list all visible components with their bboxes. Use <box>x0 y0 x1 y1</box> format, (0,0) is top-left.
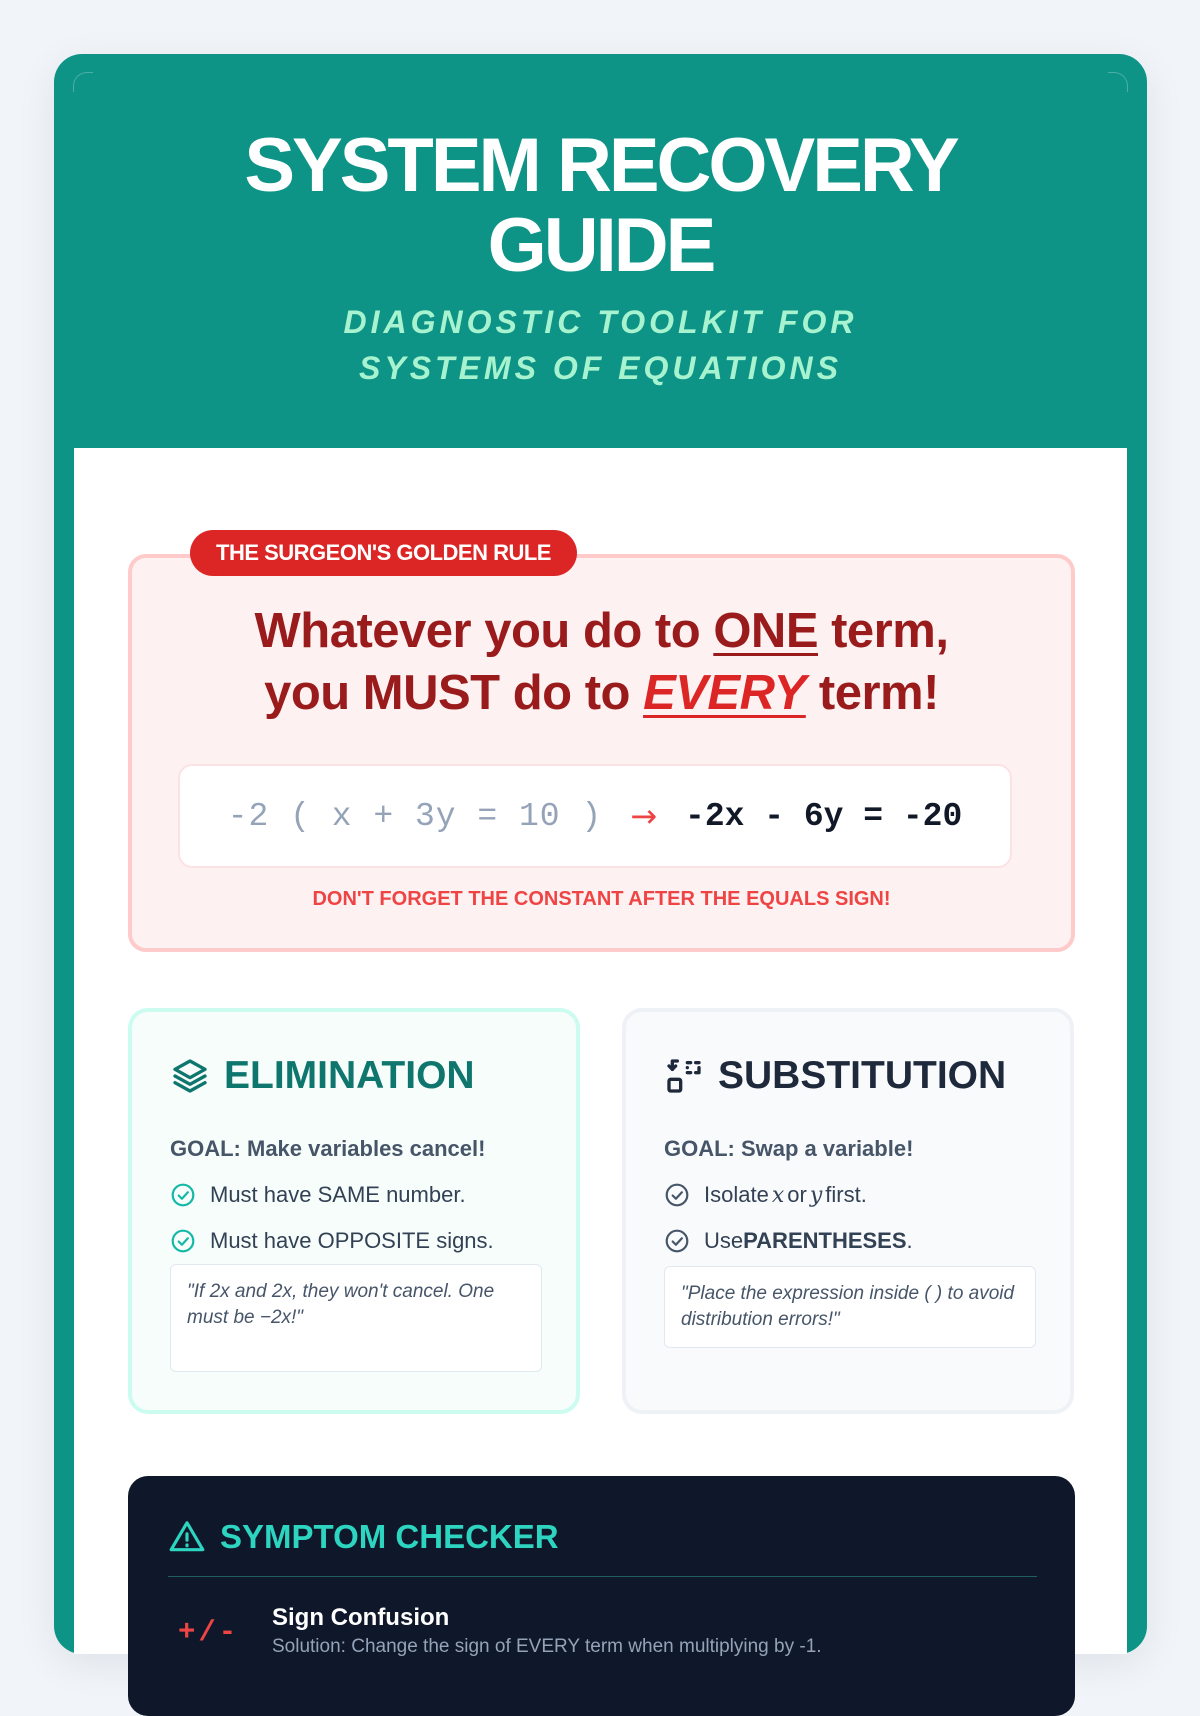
guide-header <box>54 54 1147 448</box>
substitution-header <box>664 1054 1006 1098</box>
item-emphasis: PARENTHESES <box>743 1228 907 1253</box>
elimination-item <box>170 1228 494 1254</box>
check-circle-icon <box>664 1182 690 1208</box>
page-subtitle: DIAGNOSTIC TOOLKIT FOR SYSTEMS OF EQUATIONS <box>343 304 858 386</box>
symptom-checker-title: SYMPTOM CHECKER <box>220 1518 559 1555</box>
golden-rule-box <box>128 540 1075 952</box>
arrow-right-icon: → <box>630 797 658 835</box>
elimination-header <box>170 1054 475 1098</box>
substitution-card <box>622 1008 1074 1414</box>
symptom-checker-header <box>168 1518 559 1556</box>
elimination-item <box>170 1182 466 1208</box>
symptom-solution: Solution: Change the sign of EVERY term when multiplying by -1. <box>272 1636 822 1657</box>
item-text: or <box>787 1182 807 1207</box>
rule-emphasis-every: EVERY <box>643 666 806 720</box>
elimination-quote: "If 2x and 2x, they won't cancel. One must be −2x!" <box>170 1264 542 1372</box>
equation-example <box>178 764 1012 868</box>
page-title: SYSTEM RECOVERY GUIDE <box>244 123 957 288</box>
substitution-quote: "Place the expression inside ( ) to avoid distribution errors!" <box>664 1266 1036 1348</box>
math-var-y: y <box>809 1183 823 1208</box>
rule-line1-end: term, <box>818 604 949 658</box>
rule-line2-start: you MUST do to <box>264 666 644 720</box>
guide-card <box>54 54 1147 1657</box>
symptom-checker-panel <box>128 1476 1075 1716</box>
item-text: . <box>906 1228 913 1253</box>
warning-icon <box>168 1518 206 1556</box>
golden-rule-text <box>132 600 1071 724</box>
layers-icon <box>170 1056 210 1096</box>
item-text: Use <box>704 1228 744 1253</box>
check-circle-icon <box>664 1228 690 1254</box>
equation-result: -2x - 6y = -20 <box>685 797 963 835</box>
constant-warning: DON'T FORGET THE CONSTANT AFTER THE EQUALS SIGN! <box>312 888 891 910</box>
elimination-item-text: Must have SAME number. <box>210 1182 466 1207</box>
math-var-x: x <box>771 1183 785 1208</box>
symptom-title: Sign Confusion <box>272 1604 450 1631</box>
symptom-symbol: +/- <box>178 1616 240 1649</box>
rule-line1-start: Whatever you do to <box>254 604 714 658</box>
substitution-item <box>664 1182 867 1208</box>
swap-icon <box>664 1056 704 1096</box>
rule-line2-end: term! <box>805 666 939 720</box>
check-circle-icon <box>170 1182 196 1208</box>
substitution-item-text <box>704 1228 913 1254</box>
elimination-item-text: Must have OPPOSITE signs. <box>210 1228 494 1253</box>
equation-original: -2 ( x + 3y = 10 ) <box>227 797 603 835</box>
item-text: first. <box>825 1182 867 1207</box>
substitution-item-text <box>704 1182 867 1208</box>
substitution-goal: GOAL: Swap a variable! <box>664 1136 914 1161</box>
golden-rule-tag: THE SURGEON'S GOLDEN RULE <box>190 530 577 576</box>
rule-emphasis-one: ONE <box>713 604 818 658</box>
content-panel <box>74 448 1127 1657</box>
divider <box>168 1576 1037 1577</box>
elimination-card <box>128 1008 580 1414</box>
check-circle-icon <box>170 1228 196 1254</box>
item-text: Isolate <box>704 1182 769 1207</box>
substitution-item <box>664 1228 913 1254</box>
elimination-title: ELIMINATION <box>224 1054 475 1097</box>
elimination-goal: GOAL: Make variables cancel! <box>170 1136 486 1161</box>
substitution-title: SUBSTITUTION <box>718 1054 1007 1097</box>
